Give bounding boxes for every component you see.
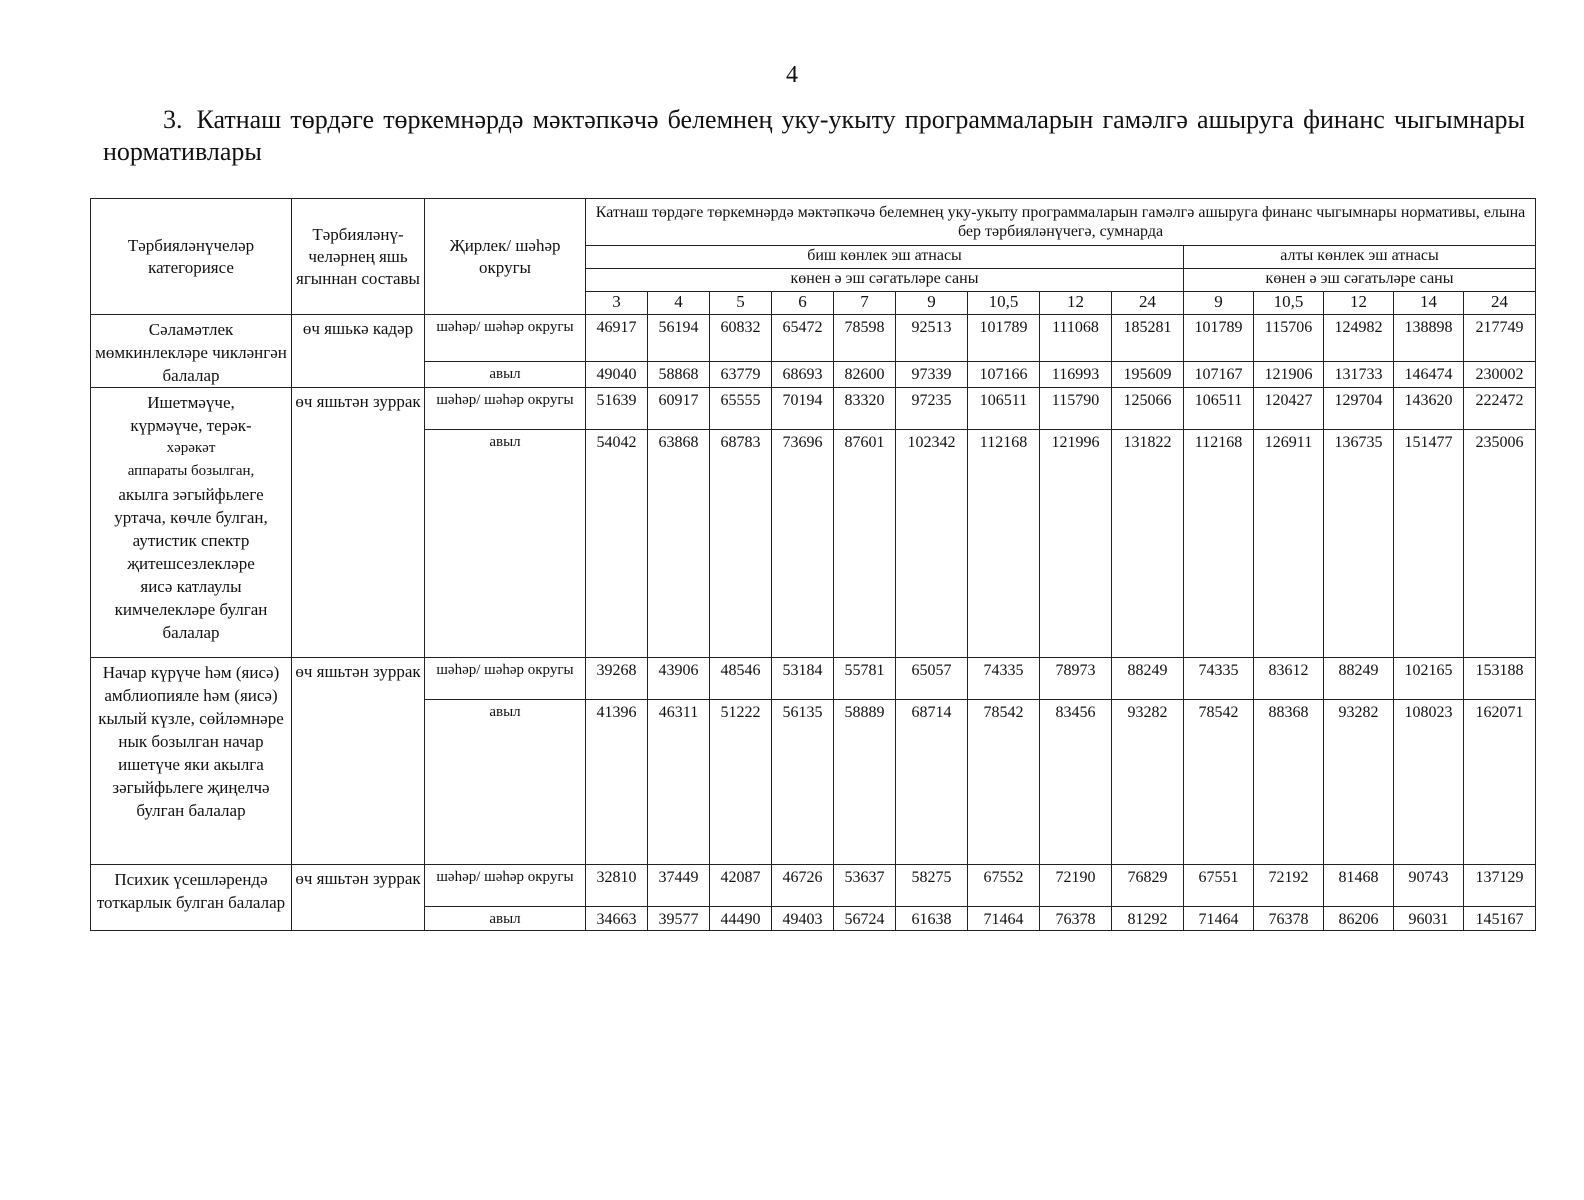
value-cell: 58889 bbox=[834, 700, 896, 865]
value-cell: 65555 bbox=[710, 388, 772, 430]
category-cell: Сәламәтлек мөмкинлекләре чикләнгән балалар bbox=[91, 315, 292, 388]
category-line: яисә катлаулы bbox=[140, 577, 242, 596]
category-line: кимчелекләре булган bbox=[114, 600, 268, 619]
value-cell: 125066 bbox=[1112, 388, 1184, 430]
hours-five-24: 24 bbox=[1112, 292, 1184, 315]
value-cell: 97235 bbox=[896, 388, 968, 430]
value-cell: 195609 bbox=[1112, 361, 1184, 387]
value-cell: 121906 bbox=[1254, 361, 1324, 387]
value-cell: 81468 bbox=[1324, 865, 1394, 907]
header-hours-count-six: көнен ә эш сәгатьләре саны bbox=[1184, 269, 1536, 292]
age-cell: өч яшькә кадәр bbox=[292, 315, 425, 388]
age-cell: өч яшьтән зуррак bbox=[292, 388, 425, 658]
header-six-day-week: алты көнлек эш атнасы bbox=[1184, 246, 1536, 269]
location-cell: шәһәр/ шәһәр округы bbox=[425, 388, 586, 430]
value-cell: 151477 bbox=[1394, 430, 1464, 658]
location-cell: авыл bbox=[425, 430, 586, 658]
value-cell: 107166 bbox=[968, 361, 1040, 387]
value-cell: 39268 bbox=[586, 658, 648, 700]
hours-six-12: 12 bbox=[1324, 292, 1394, 315]
value-cell: 222472 bbox=[1464, 388, 1536, 430]
value-cell: 92513 bbox=[896, 315, 968, 362]
value-cell: 162071 bbox=[1464, 700, 1536, 865]
header-norm-title: Катнаш төрдәге төркемнәрдә мәктәпкәчә белемнең уку-укыту программаларын гамәлгә ашыруга финанс чыгымнары нормативы, елына бер тәрбияләнүчегә, сумнарда bbox=[586, 199, 1536, 246]
value-cell: 53184 bbox=[772, 658, 834, 700]
location-cell: авыл bbox=[425, 907, 586, 931]
value-cell: 37449 bbox=[648, 865, 710, 907]
value-cell: 51222 bbox=[710, 700, 772, 865]
value-cell: 131822 bbox=[1112, 430, 1184, 658]
category-line: акылга зәгыйфьлеге bbox=[118, 485, 264, 504]
age-cell: өч яшьтән зуррак bbox=[292, 865, 425, 931]
hours-five-9: 9 bbox=[896, 292, 968, 315]
value-cell: 32810 bbox=[586, 865, 648, 907]
value-cell: 116993 bbox=[1040, 361, 1112, 387]
hours-five-12: 12 bbox=[1040, 292, 1112, 315]
value-cell: 120427 bbox=[1254, 388, 1324, 430]
value-cell: 138898 bbox=[1394, 315, 1464, 362]
hours-six-24: 24 bbox=[1464, 292, 1536, 315]
value-cell: 93282 bbox=[1324, 700, 1394, 865]
value-cell: 46726 bbox=[772, 865, 834, 907]
location-cell: шәһәр/ шәһәр округы bbox=[425, 315, 586, 362]
category-cell: Начар күрүче һәм (яисә) амблиопияле һәм (яисә) кылый күзле, сөйләмнәре нык бозылган начар ишетүче яки акылга зәгыйфьлеге җиңелчә булган балалар bbox=[91, 658, 292, 865]
section-heading-text: Катнаш төрдәге төркемнәрдә мәктәпкәчә белемнең уку-укыту программаларын гамәлгә ашыруга финанс чыгымнары нормативлары bbox=[103, 105, 1525, 166]
category-line: уртача, көчле булган, bbox=[114, 508, 268, 527]
value-cell: 43906 bbox=[648, 658, 710, 700]
table-row bbox=[91, 315, 1536, 362]
hours-five-4: 4 bbox=[648, 292, 710, 315]
value-cell: 217749 bbox=[1464, 315, 1536, 362]
category-line: аппараты бозылган, bbox=[127, 463, 255, 479]
value-cell: 68783 bbox=[710, 430, 772, 658]
value-cell: 65057 bbox=[896, 658, 968, 700]
value-cell: 145167 bbox=[1464, 907, 1536, 931]
value-cell: 126911 bbox=[1254, 430, 1324, 658]
value-cell: 63779 bbox=[710, 361, 772, 387]
value-cell: 72192 bbox=[1254, 865, 1324, 907]
value-cell: 60917 bbox=[648, 388, 710, 430]
value-cell: 54042 bbox=[586, 430, 648, 658]
value-cell: 78598 bbox=[834, 315, 896, 362]
value-cell: 88249 bbox=[1324, 658, 1394, 700]
location-cell: авыл bbox=[425, 700, 586, 865]
value-cell: 56194 bbox=[648, 315, 710, 362]
header-location: Җирлек/ шәһәр округы bbox=[425, 199, 586, 315]
value-cell: 81292 bbox=[1112, 907, 1184, 931]
value-cell: 65472 bbox=[772, 315, 834, 362]
value-cell: 137129 bbox=[1464, 865, 1536, 907]
value-cell: 58868 bbox=[648, 361, 710, 387]
value-cell: 97339 bbox=[896, 361, 968, 387]
value-cell: 235006 bbox=[1464, 430, 1536, 658]
value-cell: 60832 bbox=[710, 315, 772, 362]
hours-six-14: 14 bbox=[1394, 292, 1464, 315]
value-cell: 41396 bbox=[586, 700, 648, 865]
value-cell: 71464 bbox=[968, 907, 1040, 931]
value-cell: 49403 bbox=[772, 907, 834, 931]
value-cell: 106511 bbox=[968, 388, 1040, 430]
value-cell: 146474 bbox=[1394, 361, 1464, 387]
hours-five-10-5: 10,5 bbox=[968, 292, 1040, 315]
value-cell: 44490 bbox=[710, 907, 772, 931]
value-cell: 88368 bbox=[1254, 700, 1324, 865]
value-cell: 136735 bbox=[1324, 430, 1394, 658]
value-cell: 185281 bbox=[1112, 315, 1184, 362]
value-cell: 76378 bbox=[1254, 907, 1324, 931]
value-cell: 67552 bbox=[968, 865, 1040, 907]
category-line: күрмәүче, терәк- bbox=[130, 416, 252, 435]
value-cell: 96031 bbox=[1394, 907, 1464, 931]
value-cell: 131733 bbox=[1324, 361, 1394, 387]
value-cell: 74335 bbox=[968, 658, 1040, 700]
value-cell: 58275 bbox=[896, 865, 968, 907]
value-cell: 102165 bbox=[1394, 658, 1464, 700]
table-row bbox=[91, 388, 1536, 430]
value-cell: 56724 bbox=[834, 907, 896, 931]
category-line: хәрәкәт bbox=[166, 440, 216, 456]
hours-five-7: 7 bbox=[834, 292, 896, 315]
value-cell: 102342 bbox=[896, 430, 968, 658]
value-cell: 61638 bbox=[896, 907, 968, 931]
table-row bbox=[91, 658, 1536, 700]
hours-five-3: 3 bbox=[586, 292, 648, 315]
value-cell: 71464 bbox=[1184, 907, 1254, 931]
age-cell: өч яшьтән зуррак bbox=[292, 658, 425, 865]
value-cell: 78542 bbox=[1184, 700, 1254, 865]
category-line: җитешсезлекләре bbox=[127, 554, 255, 573]
location-cell: шәһәр/ шәһәр округы bbox=[425, 658, 586, 700]
category-cell bbox=[91, 388, 292, 658]
hours-five-6: 6 bbox=[772, 292, 834, 315]
header-category: Тәрбияләнүчеләр категориясе bbox=[91, 199, 292, 315]
header-five-day-week: биш көнлек эш атнасы bbox=[586, 246, 1184, 269]
category-cell: Психик үсешләрендә тоткарлык булган балалар bbox=[91, 865, 292, 931]
value-cell: 49040 bbox=[586, 361, 648, 387]
page-number: 4 bbox=[786, 62, 798, 88]
value-cell: 73696 bbox=[772, 430, 834, 658]
value-cell: 76378 bbox=[1040, 907, 1112, 931]
value-cell: 51639 bbox=[586, 388, 648, 430]
value-cell: 107167 bbox=[1184, 361, 1254, 387]
header-hours-count-five: көнен ә эш сәгатьләре саны bbox=[586, 269, 1184, 292]
value-cell: 111068 bbox=[1040, 315, 1112, 362]
value-cell: 68714 bbox=[896, 700, 968, 865]
value-cell: 76829 bbox=[1112, 865, 1184, 907]
category-line: аутистик спектр bbox=[132, 531, 250, 550]
value-cell: 115706 bbox=[1254, 315, 1324, 362]
value-cell: 55781 bbox=[834, 658, 896, 700]
value-cell: 129704 bbox=[1324, 388, 1394, 430]
value-cell: 82600 bbox=[834, 361, 896, 387]
value-cell: 46917 bbox=[586, 315, 648, 362]
value-cell: 78542 bbox=[968, 700, 1040, 865]
hours-six-9: 9 bbox=[1184, 292, 1254, 315]
value-cell: 230002 bbox=[1464, 361, 1536, 387]
norms-table bbox=[90, 198, 1536, 931]
value-cell: 72190 bbox=[1040, 865, 1112, 907]
value-cell: 86206 bbox=[1324, 907, 1394, 931]
value-cell: 53637 bbox=[834, 865, 896, 907]
value-cell: 115790 bbox=[1040, 388, 1112, 430]
location-cell: авыл bbox=[425, 361, 586, 387]
value-cell: 106511 bbox=[1184, 388, 1254, 430]
value-cell: 42087 bbox=[710, 865, 772, 907]
location-cell: шәһәр/ шәһәр округы bbox=[425, 865, 586, 907]
value-cell: 88249 bbox=[1112, 658, 1184, 700]
value-cell: 90743 bbox=[1394, 865, 1464, 907]
value-cell: 83320 bbox=[834, 388, 896, 430]
category-line: Ишетмәүче, bbox=[147, 393, 235, 412]
value-cell: 101789 bbox=[968, 315, 1040, 362]
section-heading-number: 3. bbox=[163, 105, 183, 134]
value-cell: 143620 bbox=[1394, 388, 1464, 430]
value-cell: 67551 bbox=[1184, 865, 1254, 907]
hours-five-5: 5 bbox=[710, 292, 772, 315]
value-cell: 124982 bbox=[1324, 315, 1394, 362]
category-line: балалар bbox=[162, 623, 220, 642]
value-cell: 153188 bbox=[1464, 658, 1536, 700]
value-cell: 48546 bbox=[710, 658, 772, 700]
value-cell: 70194 bbox=[772, 388, 834, 430]
value-cell: 74335 bbox=[1184, 658, 1254, 700]
value-cell: 121996 bbox=[1040, 430, 1112, 658]
value-cell: 63868 bbox=[648, 430, 710, 658]
header-age: Тәрбияләнү-челәрнең яшь ягыннан составы bbox=[292, 199, 425, 315]
value-cell: 68693 bbox=[772, 361, 834, 387]
value-cell: 78973 bbox=[1040, 658, 1112, 700]
value-cell: 56135 bbox=[772, 700, 834, 865]
table-row bbox=[91, 865, 1536, 907]
value-cell: 112168 bbox=[1184, 430, 1254, 658]
section-heading bbox=[103, 104, 1525, 168]
value-cell: 34663 bbox=[586, 907, 648, 931]
value-cell: 83612 bbox=[1254, 658, 1324, 700]
value-cell: 101789 bbox=[1184, 315, 1254, 362]
value-cell: 46311 bbox=[648, 700, 710, 865]
value-cell: 112168 bbox=[968, 430, 1040, 658]
value-cell: 93282 bbox=[1112, 700, 1184, 865]
value-cell: 39577 bbox=[648, 907, 710, 931]
value-cell: 87601 bbox=[834, 430, 896, 658]
value-cell: 108023 bbox=[1394, 700, 1464, 865]
hours-six-10-5: 10,5 bbox=[1254, 292, 1324, 315]
value-cell: 83456 bbox=[1040, 700, 1112, 865]
